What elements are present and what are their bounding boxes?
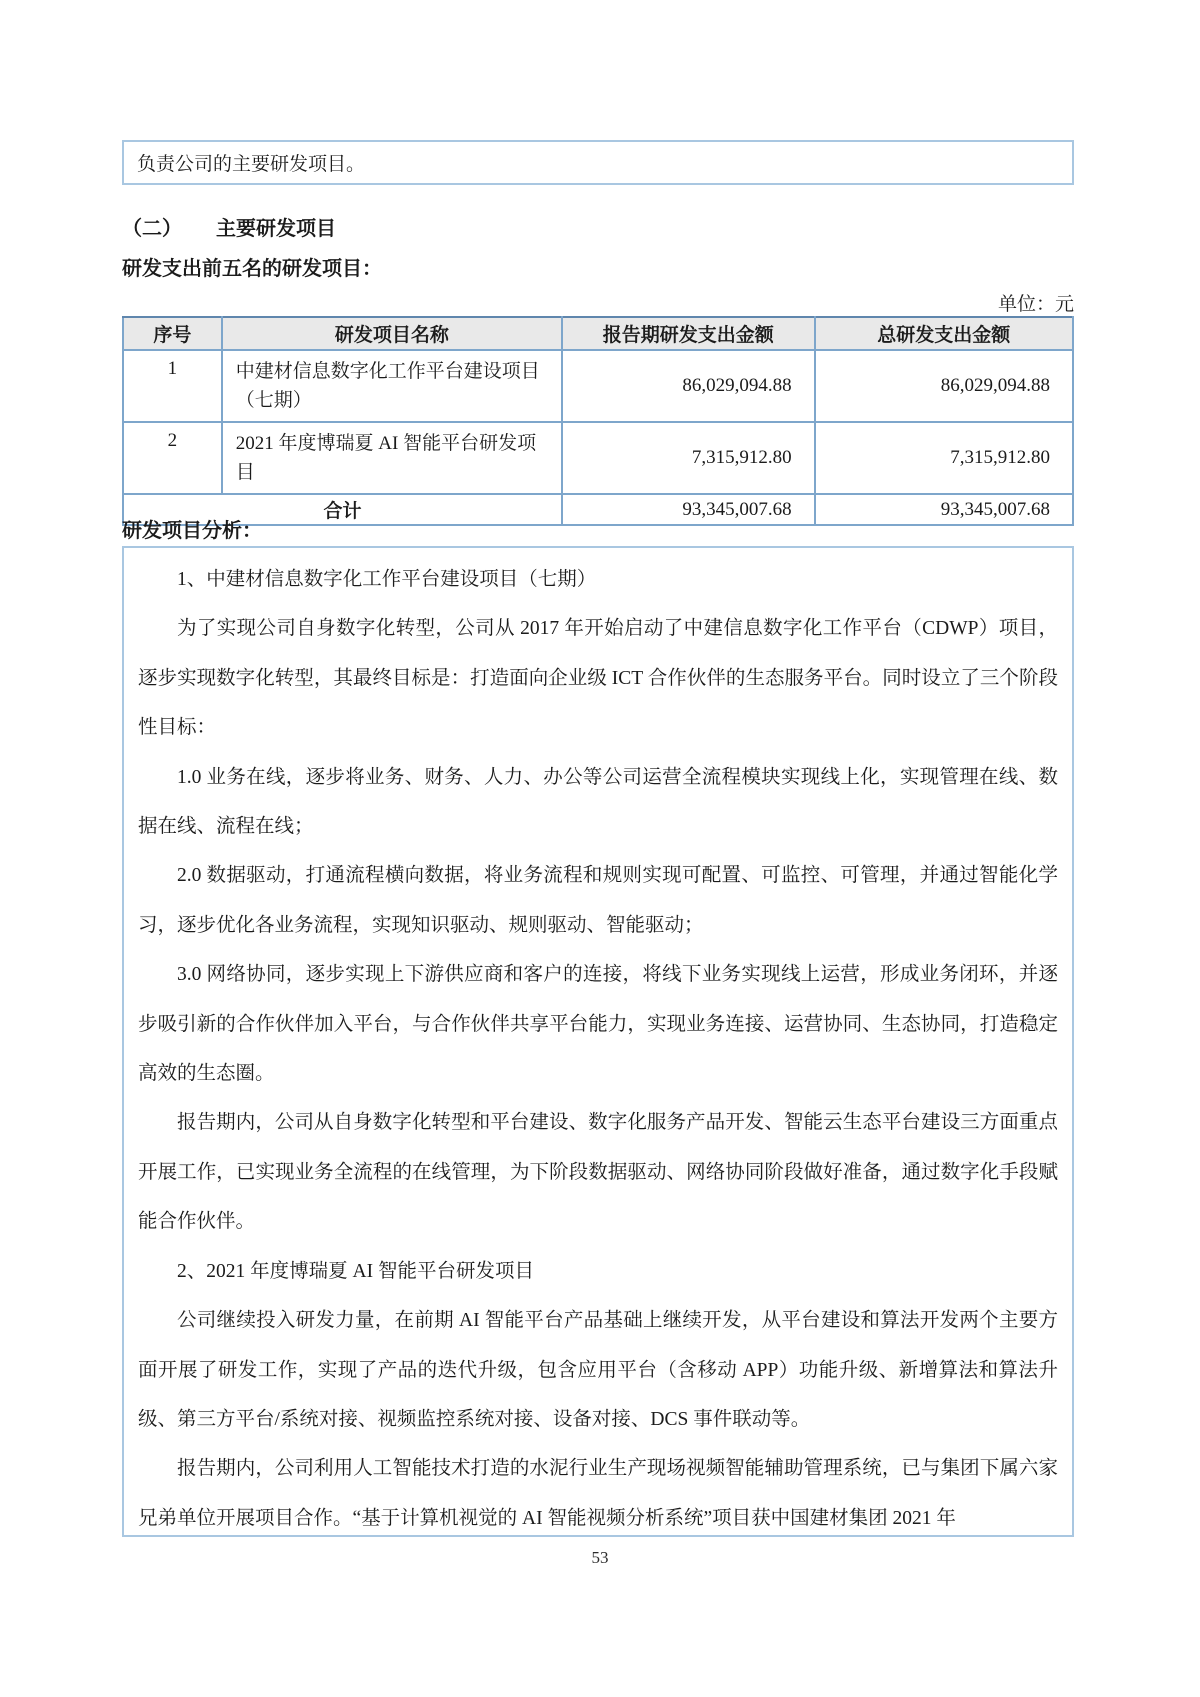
unit-label: 单位：元: [997, 294, 1074, 315]
total-period-amount: 93,345,007.68: [562, 494, 815, 525]
table-header-row: [123, 317, 1073, 350]
column-header-total-amount: 总研发支出金额: [815, 317, 1073, 350]
page-number: 53: [591, 1548, 609, 1567]
column-header-project-name: 研发项目名称: [222, 317, 562, 350]
total-row: [123, 494, 1073, 525]
analysis-paragraph: 报告期内，公司从自身数字化转型和平台建设、数字化服务产品开发、智能云生态平台建设三方面重点开展工作，已实现业务全流程的在线管理，为下阶段数据驱动、网络协同阶段做好准备，通过数字化手段赋能合作伙伴。: [138, 1112, 1058, 1233]
analysis-paragraph: 公司继续投入研发力量，在前期 AI 智能平台产品基础上继续开发，从平台建设和算法开发两个主要方面开展了研发工作，实现了产品的迭代升级，包含应用平台（含移动 APP）功能升级、新增算法和算法升级、第三方平台/系统对接、视频监控系统对接、设备对接、DCS 事件联动等。: [138, 1310, 1058, 1430]
section-title: 主要研发项目: [216, 218, 336, 240]
intro-box-text: 负责公司的主要研发项目。: [137, 154, 366, 175]
analysis-box: [122, 546, 1074, 1537]
total-total-amount: 93,345,007.68: [815, 494, 1073, 525]
section-subtitle: 研发支出前五名的研发项目：: [122, 258, 382, 280]
total-label: 合计: [123, 494, 562, 525]
project-name: 中建材信息数字化工作平台建设项目（七期）: [222, 350, 562, 422]
analysis-paragraph: 1.0 业务在线，逐步将业务、财务、人力、办公等公司运营全流程模块实现线上化，实现管理在线、数据在线、流程在线；: [138, 766, 1058, 838]
analysis-paragraph: 报告期内，公司利用人工智能技术打造的水泥行业生产现场视频智能辅助管理系统，已与集团下属六家兄弟单位开展项目合作。“基于计算机视觉的 AI 智能视频分析系统”项目获中国建材集团 2021 年: [138, 1458, 1058, 1529]
section-heading: [122, 212, 336, 241]
analysis-paragraph: 1、中建材信息数字化工作平台建设项目（七期）: [177, 569, 597, 590]
row-no: 2: [123, 422, 222, 494]
table-row: [123, 350, 1073, 422]
table-row: [123, 422, 1073, 494]
analysis-paragraph: 3.0 网络协同，逐步实现上下游供应商和客户的连接，将线下业务实现线上运营，形成业务闭环，并逐步吸引新的合作伙伴加入平台，与合作伙伴共享平台能力，实现业务连接、运营协同、生态协同，打造稳定高效的生态圈。: [138, 964, 1058, 1085]
period-amount: 7,315,912.80: [562, 422, 815, 494]
total-amount: 86,029,094.88: [815, 350, 1073, 422]
analysis-paragraph: 2、2021 年度博瑞夏 AI 智能平台研发项目: [177, 1260, 534, 1282]
analysis-paragraph: 2.0 数据驱动，打通流程横向数据，将业务流程和规则实现可配置、可监控、可管理，并通过智能化学习，逐步优化各业务流程，实现知识驱动、规则驱动、智能驱动；: [138, 865, 1058, 936]
total-amount: 7,315,912.80: [815, 422, 1073, 494]
column-header-no: 序号: [123, 317, 222, 350]
project-name: 2021 年度博瑞夏 AI 智能平台研发项目: [222, 422, 562, 494]
row-no: 1: [123, 350, 222, 422]
analysis-paragraph: 为了实现公司自身数字化转型，公司从 2017 年开始启动了中建信息数字化工作平台（CDWP）项目，逐步实现数字化转型，其最终目标是：打造面向企业级 ICT 合作伙伴的生态服务平台。同时设立了三个阶段性目标：: [138, 618, 1058, 739]
section-index: （二）: [122, 218, 182, 240]
analysis-heading: 研发项目分析：: [122, 520, 262, 542]
intro-box: [122, 140, 1074, 185]
period-amount: 86,029,094.88: [562, 350, 815, 422]
rd-projects-table: [122, 316, 1074, 526]
column-header-period-amount: 报告期研发支出金额: [562, 317, 815, 350]
